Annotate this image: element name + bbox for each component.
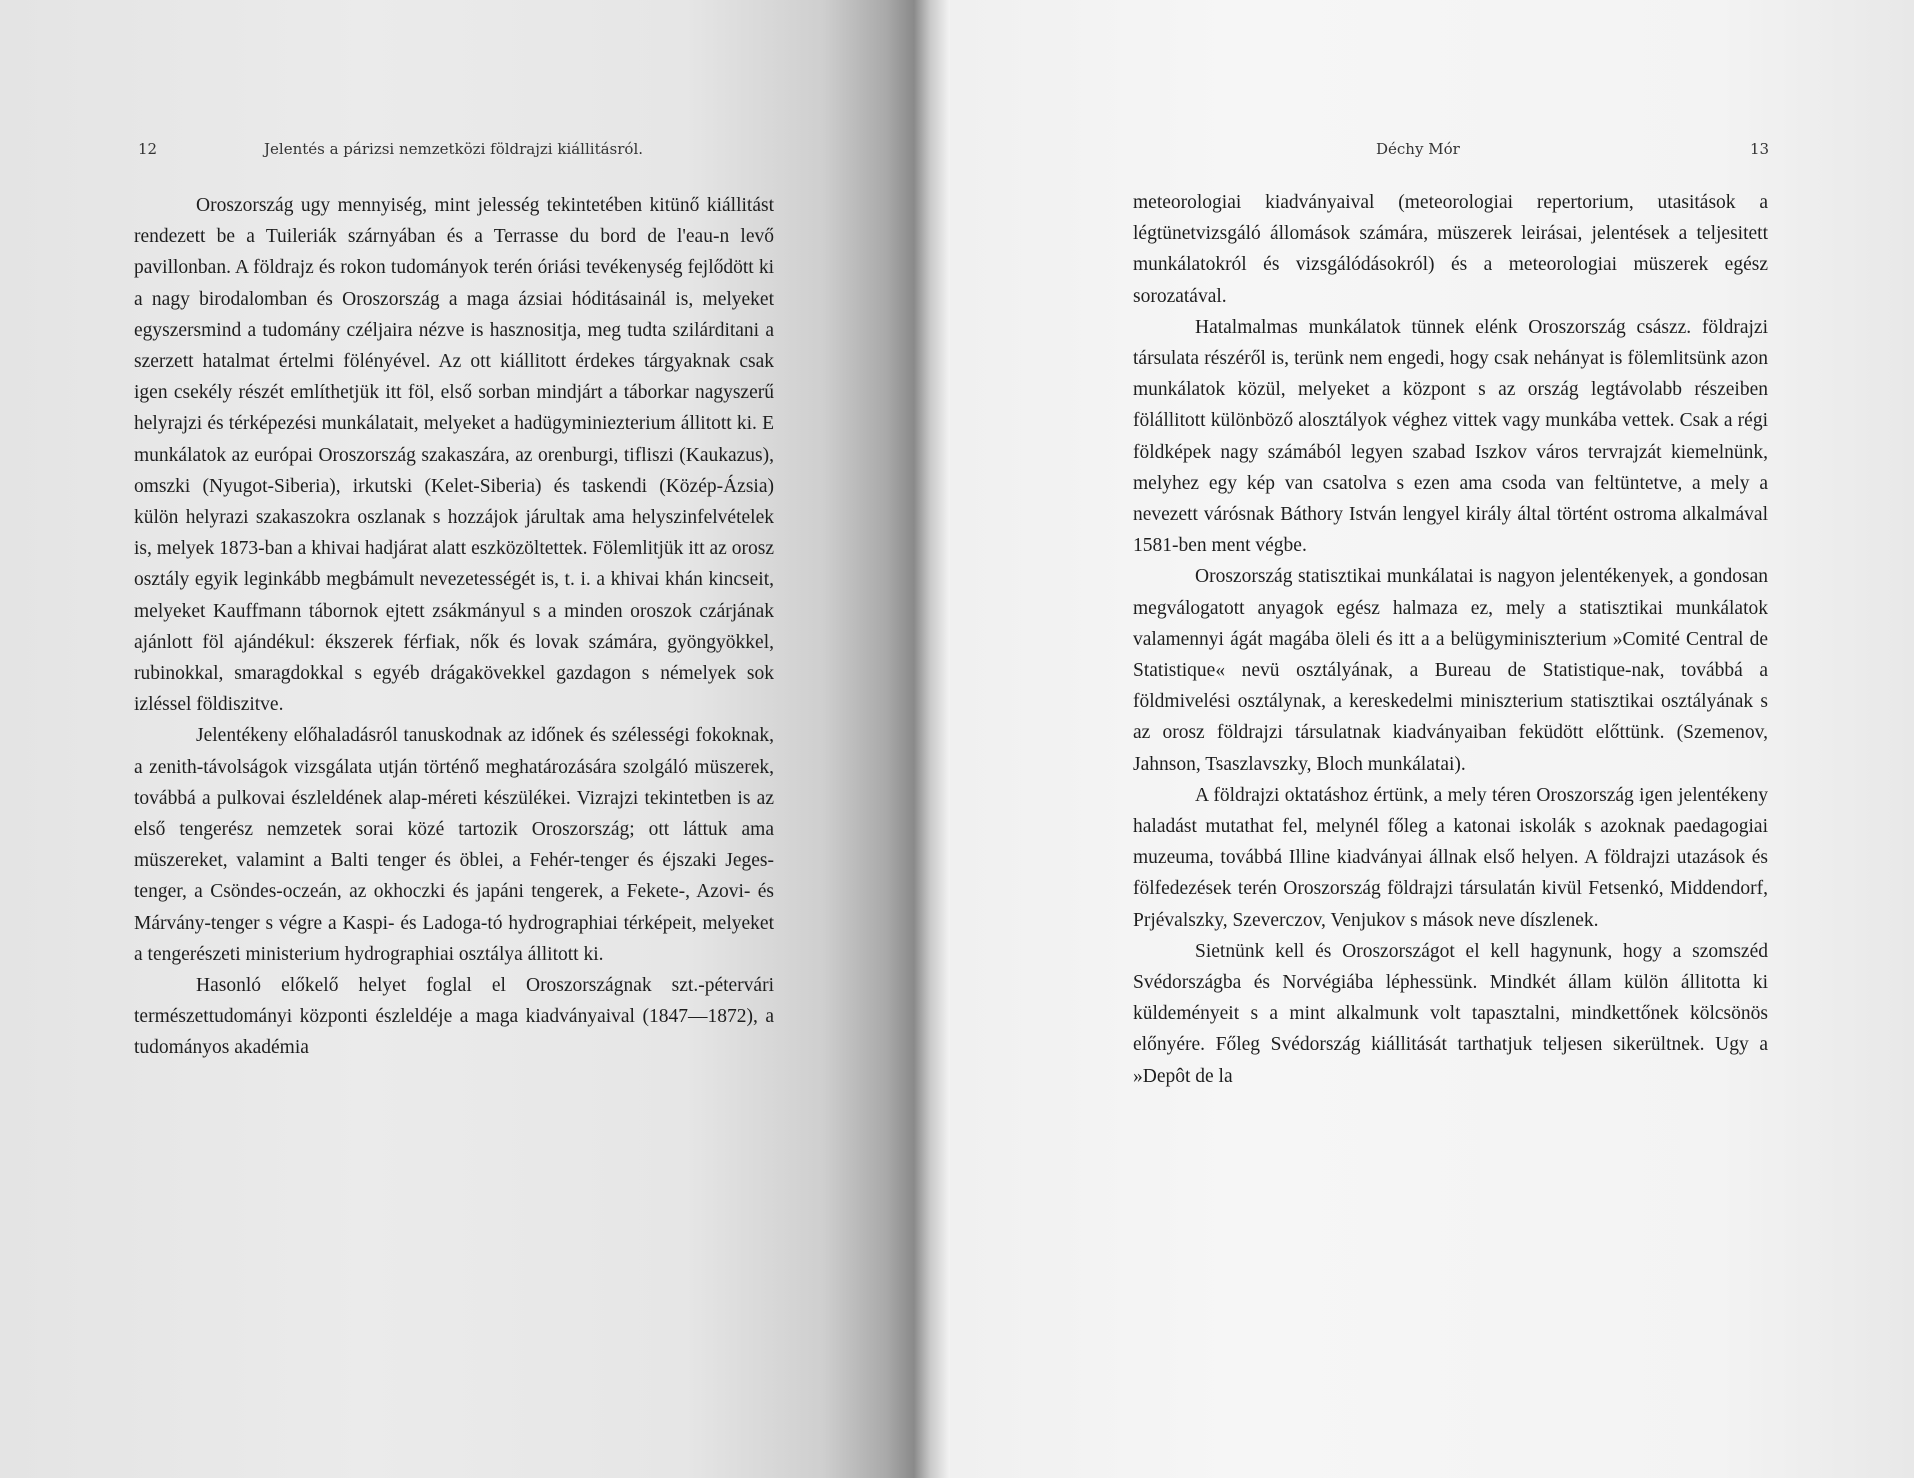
paragraph: Sietnünk kell és Oroszországot el kell hagynunk, hogy a szomszéd Svédországba és Norvégiába léphessünk. Mindkét állam külön állitotta ki küldeményeit s a mint alkalmunk volt tapasztalni, mindkettőnek kölcsönös előnyére. Főleg Svédország kiállitását tarthatjuk teljesen sikerültnek. Ugy a »Depôt de la xyxy=(1133,940,1768,1087)
paragraph: Jelentékeny előhaladásról tanuskodnak az időnek és szélességi fokoknak, a zenith-távolságok vizsgálata utján történő meghatározására szolgáló müszerek, továbbá a pulkovai észleldének alap-méreti készülékei. Vizrajzi tekintetben is az első tengerész nemzetek sorai közé tartozik Oroszország; ott láttuk ama müszereket, valamint a Balti tenger és öblei, a Fehér-tenger és éjszaki Jeges-tenger, a Csöndes-oczeán, az okhoczki és japáni tengerek, a Fekete-, Azovi- és Márvány-tenger s végre a Kaspi- és Ladoga-tó hydrographiai térképeit, melyeket a tengerészeti ministerium hydrographiai osztálya állitott ki. xyxy=(134,725,774,965)
right-page-body xyxy=(1133,187,1768,1092)
paragraph: A földrajzi oktatáshoz értünk, a mely téren Oroszország igen jelentékeny haladást mutathat fel, melynél főleg a katonai iskolák s azoknak paedagogiai muzeuma, továbbá Illine kiadványai állnak első helyen. A földrajzi utazások és fölfedezések terén Oroszország földrajzi társulatán kivül Fetsenkó, Middendorf, Prjévalszky, Szeverczov, Venjukov s mások neve díszlenek. xyxy=(1133,784,1768,931)
paragraph: Oroszország statisztikai munkálatai is nagyon jelentékenyek, a gondosan megválogatott anyagok egész halmaza ez, mely a statisztikai munkálatok valamennyi ágát magába öleli és itt a a belügyminiszterium »Comité Central de Statistique« nevü osztályának, a Bureau de Statistique-nak, továbbá a földmivelési osztálynak, a kereskedelmi miniszterium statisztikai osztályának s az orosz földrajzi társulatnak kiadványaiban feküdött előttünk. (Szemenov, Jahnson, Tsaszlavszky, Bloch munkálatai). xyxy=(1133,566,1768,775)
paragraph: meteorologiai kiadványaival (meteorologiai repertorium, utasitások a légtünetvizsgáló állomások számára, müszerek leirásai, jelentések a teljesitett munkálatokról és vizsgálódásokról) és a meteorologiai müszerek egész sorozatával. xyxy=(1133,192,1768,307)
page-number-right: 13 xyxy=(1750,140,1770,158)
right-page xyxy=(950,0,1914,1478)
paragraph: Hasonló előkelő helyet foglal el Oroszországnak szt.-pétervári természettudományi központi észleldéje a maga kiadványaival (1847—1872), a tudományos akadémia xyxy=(134,975,774,1059)
running-head-right: Déchy Mór xyxy=(1376,140,1460,158)
paragraph: Oroszország ugy mennyiség, mint jelesség tekintetében kitünő kiállitást rendezett be a Tuileriák szárnyában és a Terrasse du bord de l'eau-n levő pavillonban. A földrajz és rokon tudományok terén óriási tevékenység fejlődött ki a nagy birodalomban és Oroszország a maga ázsiai hóditásainál is, melyeket egyszersmind a tudomány czéljaira nézve is hasznositja, meg tudta szilárditani a szerzett hatalmat értelmi fölényével. Az ott kiállitott érdekes tárgyaknak csak igen csekély részét említhetjük itt föl, első sorban mindjárt a táborkar nagyszerű helyrajzi és térképezési munkálatait, melyeket a hadügyminiezterium állitott ki. E munkálatok az európai Oroszország szakaszára, az orenburgi, tifliszi (Kaukazus), omszki (Nyugot-Siberia), irkutski (Kelet-Siberia) és taskendi (Közép-Ázsia) külön helyrazi szakaszokra oszlanak s hozzájok járultak ama helyszinfelvételek is, melyek 1873-ban a khivai hadjárat alatt eszközöltettek. Fölemlitjük itt az orosz osztály egyik leginkább megbámult nevezetességét is, t. i. a khivai khán kincseit, melyeket Kauffmann tábornok ejtett zsákmányul s a minden oroszok czárjának ajánlott föl ajándékul: ékszerek férfiak, nők és lovak számára, gyöngyökkel, rubinokkal, smaragdokkal s egyéb drágakövekkel gazdagon s némelyek sok izléssel földiszitve. xyxy=(134,195,774,716)
left-page xyxy=(0,0,914,1478)
running-head-left: Jelentés a párizsi nemzetközi földrajzi kiállitásról. xyxy=(264,140,644,158)
left-page-body xyxy=(134,190,774,1064)
page-number-left: 12 xyxy=(138,140,158,158)
paragraph: Hatalmalmas munkálatok tünnek elénk Oroszország császz. földrajzi társulata részéről is, terünk nem engedi, hogy csak nehányat is fölemlitsünk azon munkálatok közül, melyeket a központ s az ország legtávolabb részeiben fölállitott különböző alosztályok véghez vittek vagy munkába vettek. Csak a régi földképek nagy számából legyen szabad Iszkov város tervrajzát kiemelnünk, melyhez egy kép van csatolva s ezen ama csoda van feltüntetve, a mely a nevezett várósnak Báthory István lengyel király által történt ostroma alkalmával 1581-ben ment végbe. xyxy=(1133,316,1768,557)
book-gutter xyxy=(914,0,950,1478)
